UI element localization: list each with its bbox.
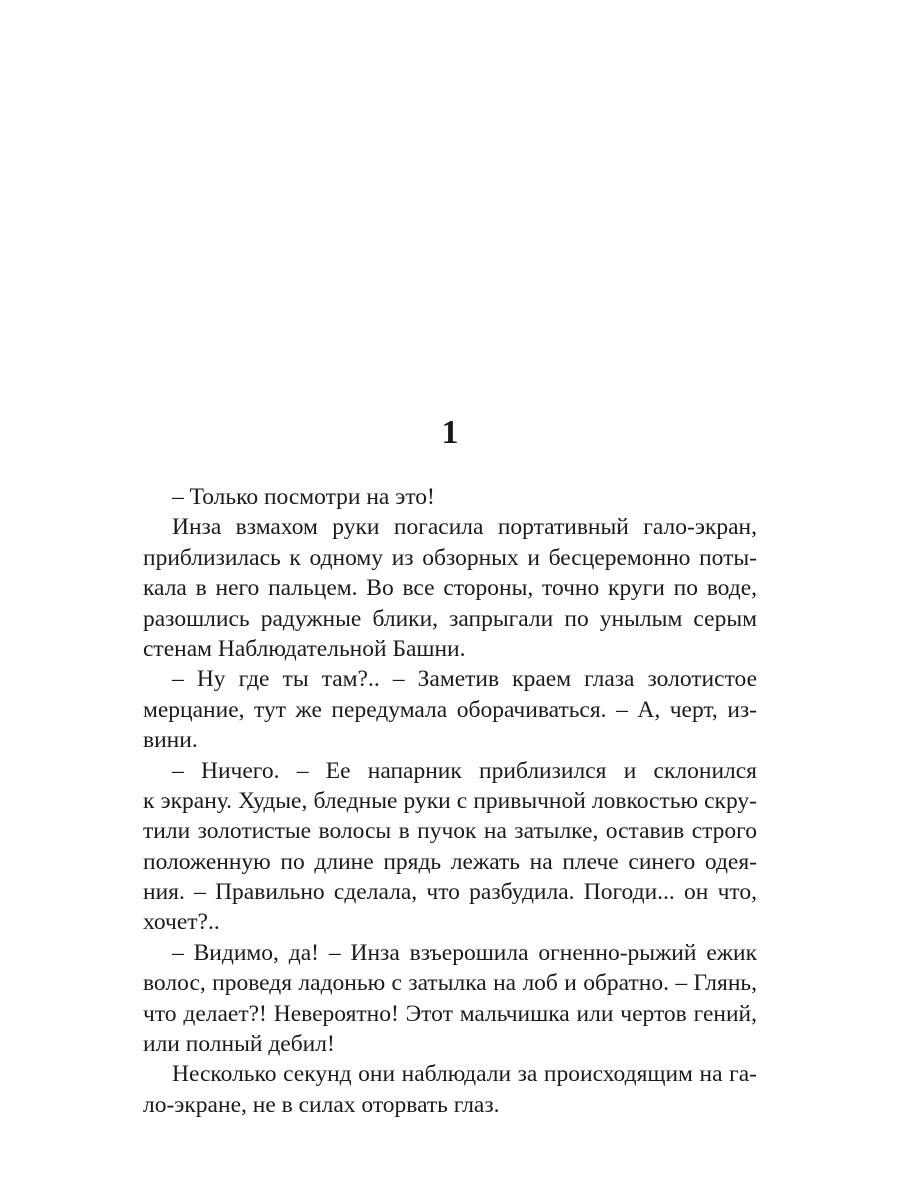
text-line: – Ну где ты там?.. – Заметив краем глаза золотистое [172, 666, 757, 693]
text-line: приблизилась к одному из обзорных и бесцеремонно поты- [143, 544, 757, 571]
text-line: – Ничего. – Ее напарник приблизился и склонился [172, 757, 757, 784]
text-line: ния. – Правильно сделала, что разбудила. Погоди... он что, [143, 879, 757, 906]
text-line: тили золотистые волосы в пучок на затылке, оставив строго [143, 818, 757, 845]
text-line: – Только посмотри на это! [172, 484, 435, 510]
text-line: Несколько секунд они наблюдали за происходящим на га- [172, 1061, 757, 1088]
text-line: Инза взмахом руки погасила портативный гало-экран, [172, 514, 757, 541]
chapter-number: 1 [441, 414, 459, 451]
text-line: положенную по длине прядь лежать на плече синего одея- [143, 848, 757, 875]
text-line: разошлись радужные блики, запрыгали по унылым серым [143, 605, 757, 632]
text-line: или полный дебил! [143, 1031, 335, 1058]
text-line: кала в него пальцем. Во все стороны, точно круги по воде, [143, 575, 757, 602]
text-line: хочет?.. [143, 909, 220, 936]
chapter-text [143, 482, 757, 1120]
text-line: стенам Наблюдательной Башни. [143, 635, 466, 662]
text-line: вини. [143, 727, 198, 754]
text-line: к экрану. Худые, бледные руки с привычной ловкостью скру- [143, 787, 757, 814]
text-line: что делает?! Невероятно! Этот мальчишка или чертов гений, [143, 1000, 757, 1027]
text-line: волос, проведя ладонью с затылка на лоб и обратно. – Глянь, [143, 970, 757, 997]
text-line: мерцание, тут же передумала оборачиваться. – А, черт, из- [143, 696, 757, 723]
text-line: – Видимо, да! – Инза взъерошила огненно-рыжий ежик [172, 939, 757, 966]
text-line: ло-экране, не в силах оторвать глаз. [143, 1091, 500, 1118]
